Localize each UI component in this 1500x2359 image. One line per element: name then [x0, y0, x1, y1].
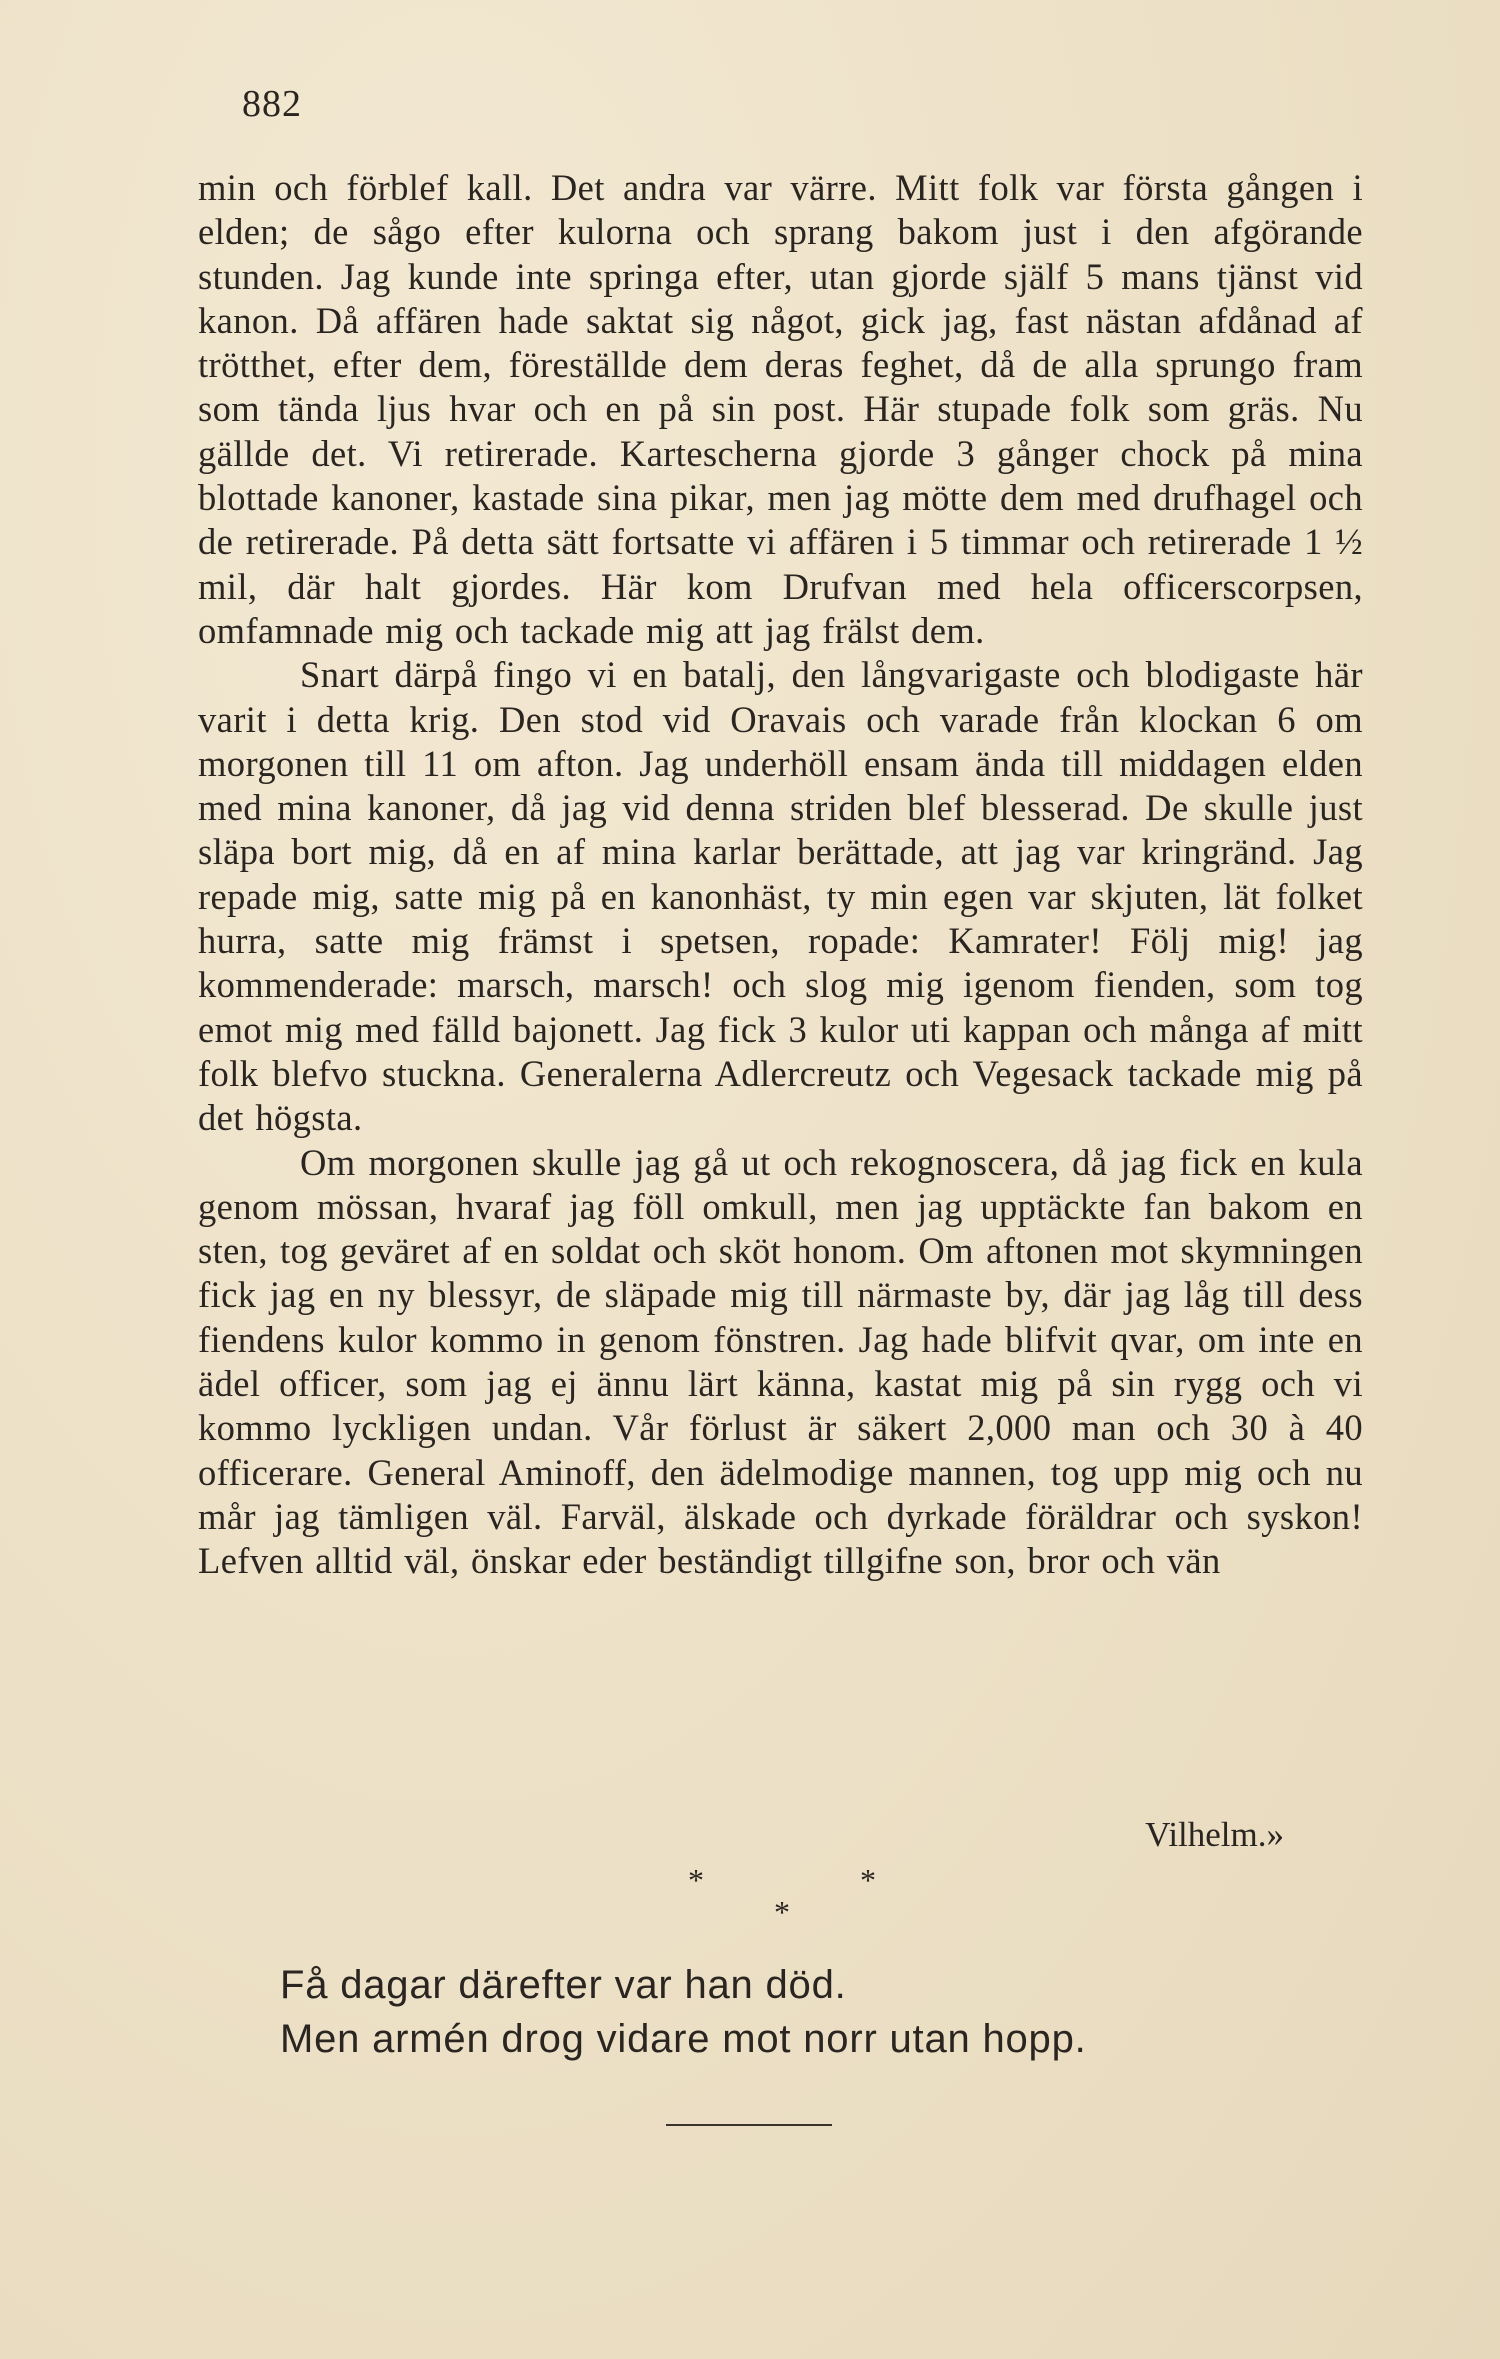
letter-signature: Vilhelm.»: [1145, 1815, 1284, 1854]
page-number: 882: [242, 83, 302, 125]
letter-body: [198, 166, 1363, 1584]
asterism-star-left: *: [688, 1862, 704, 1898]
closing-text: [280, 1958, 1380, 2066]
asterism-star-right: *: [860, 1862, 876, 1898]
end-rule: [666, 2124, 832, 2126]
section-asterism: [680, 1862, 910, 1942]
letter-paragraph-3: Om morgonen skulle jag gå ut och rekognoscera, då jag fick en kula genom mössan, hvaraf jag föll omkull, men jag upptäckte fan bakom en sten, tog geväret af en soldat och sköt honom. Om aftonen mot skymningen fick jag en ny blessyr, de släpade mig till närmaste by, där jag låg till dess fiendens kulor kommo in genom fönstren. Jag hade blifvit qvar, om inte en ädel officer, som jag ej ännu lärt känna, kastat mig på sin rygg och vi kommo lyckligen undan. Vår förlust är säkert 2,000 man och 30 à 40 officerare. General Aminoff, den ädelmodige mannen, tog upp mig och nu mår jag tämligen väl. Farväl, älskade och dyrkade föräldrar och syskon! Lefven alltid väl, önskar eder beständigt tillgifne son, bror och vän: [198, 1141, 1363, 1582]
closing-line-1: Få dagar därefter var han död.: [280, 1963, 847, 2007]
closing-line-2: Men armén drog vidare mot norr utan hopp.: [280, 2017, 1087, 2061]
asterism-star-bottom: *: [774, 1894, 790, 1930]
letter-paragraph-1: min och förblef kall. Det andra var värre. Mitt folk var första gången i elden; de sågo efter kulorna och sprang bakom just i den afgörande stunden. Jag kunde inte springa efter, utan gjorde själf 5 mans tjänst vid kanon. Då affären hade saktat sig något, gick jag, fast nästan afdånad af trötthet, efter dem, föreställde dem deras feghet, då de alla sprungo fram som tända ljus hvar och en på sin post. Här stupade folk som gräs. Nu gällde det. Vi retirerade. Kartescherna gjorde 3 gånger chock på mina blottade kanoner, kastade sina pikar, men jag mötte dem med drufhagel och de retirerade. På detta sätt fortsatte vi affären i 5 timmar och retirerade 1 ½ mil, där halt gjordes. Här kom Drufvan med hela officerscorpsen, omfamnade mig och tackade mig att jag frälst dem.: [198, 167, 1363, 651]
letter-paragraph-2: Snart därpå fingo vi en batalj, den långvarigaste och blodigaste här varit i detta krig. Den stod vid Oravais och varade från klockan 6 om morgonen till 11 om afton. Jag underhöll ensam ända till middagen elden med mina kanoner, då jag vid denna striden blef blesserad. De skulle just släpa bort mig, då en af mina karlar berättade, att jag var kringränd. Jag repade mig, satte mig på en kanonhäst, ty min egen var skjuten, lät folket hurra, satte mig främst i spetsen, ropade: Kamrater! Följ mig! jag kommenderade: marsch, marsch! och slog mig igenom fienden, som tog emot mig med fälld bajonett. Jag fick 3 kulor uti kappan och många af mitt folk blefvo stuckna. Generalerna Adlercreutz och Vegesack tackade mig på det högsta.: [198, 654, 1363, 1139]
